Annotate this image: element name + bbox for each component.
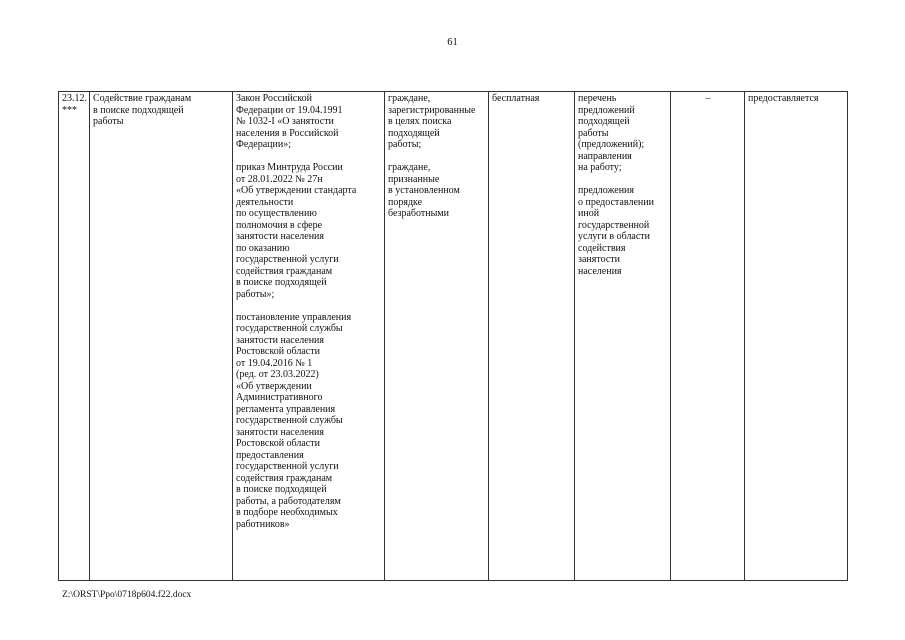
dash-value: –: [705, 93, 711, 104]
legal-basis-law: Закон Российской Федерации от 19.04.1991 № 1032-I «О занятости населения в Российской Федерации»;: [236, 93, 343, 150]
payment-type: бесплатная: [492, 93, 540, 104]
services-table: [58, 91, 848, 581]
result-proposals: предложения о предоставлении иной государственной услуги в области содействия занятости населения: [578, 185, 654, 277]
legal-basis-order: приказ Минтруда России от 28.01.2022 № 27н «Об утверждении стандарта деятельности по осуществлению полномочия в сфере занятости населения по оказанию государственной услуги содействия гражданам в поиске подходящей работы»;: [236, 162, 357, 300]
status-value: предоставляется: [748, 93, 819, 104]
row-number-cell: [59, 92, 90, 581]
result-list: перечень предложений подходящей работы (предложений); направления на работу;: [578, 93, 645, 173]
dash-cell: [671, 92, 745, 581]
legal-basis-resolution: постановление управления государственной службы занятости населения Ростовской области от 19.04.2016 № 1 (ред. от 23.03.2022) «Об утверждении Административного регламента управления государственной службы занятости населения Ростовской области предоставления государственной услуги содействия гражданам в поиске подходящей работы, а работодателям в подборе необходимых работников»: [236, 311, 352, 530]
footer-file-path: Z:\ORST\Ppo\0718p604.f22.docx: [62, 590, 192, 600]
legal-basis-cell: [233, 92, 385, 581]
service-name: Содействие гражданам в поиске подходящей работы: [93, 93, 192, 127]
recipients-unemployed: граждане, признанные в установленном порядке безработными: [388, 162, 460, 219]
row-number: 23.12. ***: [62, 93, 87, 116]
recipients-registered: граждане, зарегистрированные в целях поиска подходящей работы;: [388, 93, 476, 150]
table-row: [59, 92, 848, 581]
status-cell: [745, 92, 848, 581]
page-number: 61: [447, 37, 458, 48]
service-name-cell: [90, 92, 233, 581]
result-cell: [575, 92, 671, 581]
payment-cell: [489, 92, 575, 581]
recipients-cell: [385, 92, 489, 581]
